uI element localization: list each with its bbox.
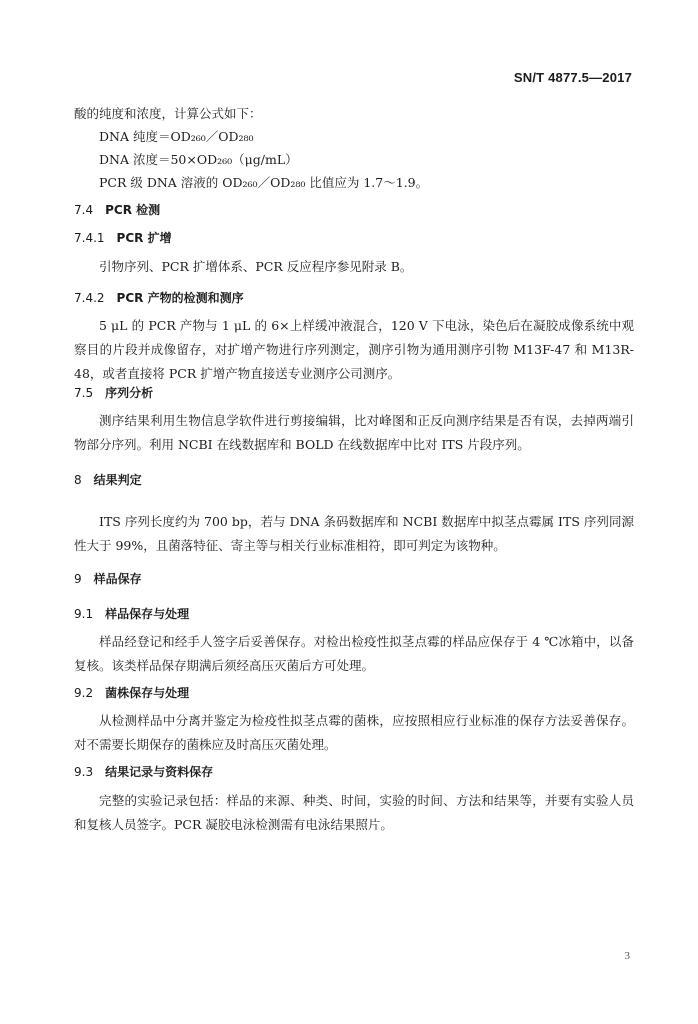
page-number: 3 <box>624 950 630 962</box>
section-7-4-heading <box>74 201 160 219</box>
formula-concentration: DNA 浓度＝50×OD₂₆₀（μg/mL） <box>99 152 298 167</box>
section-number: 7.4.2 <box>74 291 105 305</box>
section-9-3-heading <box>74 763 213 781</box>
section-number: 9.3 <box>74 765 94 779</box>
section-9-2-heading <box>74 684 189 702</box>
section-7-4-1-heading <box>74 229 172 247</box>
section-number: 9.2 <box>74 686 94 700</box>
section-title: PCR 扩增 <box>116 231 172 245</box>
section-title: 序列分析 <box>105 386 154 400</box>
section-7-5-heading <box>74 384 153 402</box>
section-title: PCR 检测 <box>105 203 161 217</box>
section-number: 9.1 <box>74 607 94 621</box>
section-number: 7.5 <box>74 386 94 400</box>
section-number: 8 <box>74 473 82 487</box>
section-title: PCR 产物的检测和测序 <box>116 291 244 305</box>
section-number: 7.4.1 <box>74 231 105 245</box>
intro-line: 酸的纯度和浓度，计算公式如下： <box>74 106 262 121</box>
section-8-heading <box>74 471 142 489</box>
section-number: 9 <box>74 572 82 586</box>
section-7-4-2-heading <box>74 289 244 307</box>
formula-ratio: PCR 级 DNA 溶液的 OD₂₆₀／OD₂₈₀ 比值应为 1.7～1.9。 <box>99 175 429 190</box>
paragraph-7-4-2: 5 μL 的 PCR 产物与 1 μL 的 6×上样缓冲液混合，120 V 下电泳，染色后在凝胶成像系统中观察目的片段并成像留存，对扩增产物进行序列测定，测序引物为通用测序引物 M13F-47 和 M13R-48，或者直接将 PCR 扩增产物直接送专业测序公司测序。 <box>74 318 634 381</box>
paragraph-9-1: 样品经登记和经手人签字后妥善保存。对检出检疫性拟茎点霉的样品应保存于 4 ℃冰箱中，以备复核。该类样品保存期满后须经高压灭菌后方可处理。 <box>74 634 634 673</box>
section-title: 样品保存 <box>93 572 142 586</box>
section-9-1-heading <box>74 605 189 623</box>
paragraph-7-5: 测序结果利用生物信息学软件进行剪接编辑，比对峰图和正反向测序结果是否有误，去掉两端引物部分序列。利用 NCBI 在线数据库和 BOLD 在线数据库中比对 ITS 片段序列。 <box>74 413 634 452</box>
section-title: 菌株保存与处理 <box>105 686 190 700</box>
paragraph-8: ITS 序列长度约为 700 bp，若与 DNA 条码数据库和 NCBI 数据库中拟茎点霉属 ITS 序列同源性大于 99%，且菌落特征、寄主等与相关行业标准相符，即可判定为该物种。 <box>74 514 634 553</box>
section-9-heading <box>74 570 142 588</box>
section-title: 结果判定 <box>93 473 142 487</box>
section-title: 样品保存与处理 <box>105 607 190 621</box>
standard-code: SN/T 4877.5—2017 <box>513 70 632 85</box>
paragraph-9-2: 从检测样品中分离并鉴定为检疫性拟茎点霉的菌株，应按照相应行业标准的保存方法妥善保存。对不需要长期保存的菌株应及时高压灭菌处理。 <box>74 713 634 752</box>
paragraph-9-3: 完整的实验记录包括：样品的来源、种类、时间，实验的时间、方法和结果等，并要有实验人员和复核人员签字。PCR 凝胶电泳检测需有电泳结果照片。 <box>74 793 634 832</box>
paragraph-7-4-1: 引物序列、PCR 扩增体系、PCR 反应程序参见附录 B。 <box>99 259 413 274</box>
section-title: 结果记录与资料保存 <box>105 765 214 779</box>
formula-purity: DNA 纯度＝OD₂₆₀／OD₂₈₀ <box>99 129 254 144</box>
section-number: 7.4 <box>74 203 94 217</box>
